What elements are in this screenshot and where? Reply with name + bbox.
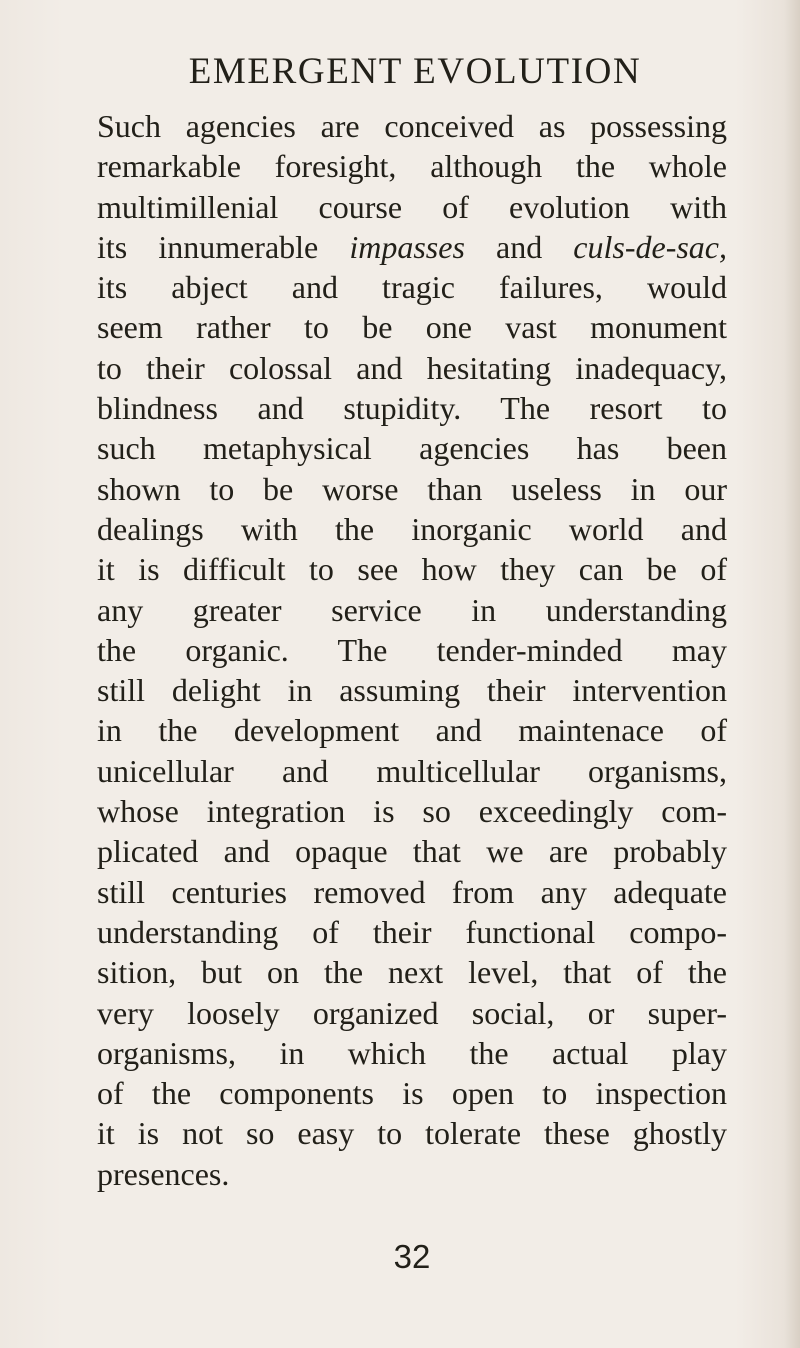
text-line: still delight in assuming their intervention: [97, 672, 727, 709]
text-line: unicellular and multicellular organisms,: [97, 752, 727, 789]
text-line: plicated and opaque that we are probably: [97, 833, 727, 870]
text-segment: and: [464, 228, 574, 265]
text-line: it is not so easy to tolerate these ghostly: [97, 1115, 727, 1152]
page-number: 32: [393, 1238, 431, 1275]
text-line: blindness and stupidity. The resort to: [97, 390, 727, 427]
text-line: understanding of their functional compo-: [97, 913, 727, 950]
text-line: it is difficult to see how they can be of: [97, 551, 727, 588]
text-line: dealings with the inorganic world and: [97, 510, 727, 547]
text-line: the organic. The tender-minded may: [97, 631, 727, 668]
text-line: its abject and tragic failures, would: [97, 269, 727, 306]
text-line: very loosely organized social, or super-: [97, 994, 727, 1031]
text-line: any greater service in understanding: [97, 591, 727, 628]
text-line: such metaphysical agencies has been: [97, 430, 727, 467]
italic-term: culs-de-sac,: [573, 228, 727, 265]
text-segment: its innumerable: [97, 228, 350, 265]
italic-term: impasses: [349, 228, 465, 265]
text-line: sition, but on the next level, that of the: [97, 954, 727, 991]
text-line: remarkable foresight, although the whole: [97, 148, 727, 185]
running-head: EMERGENT EVOLUTION: [188, 51, 642, 92]
text-line: shown to be worse than useless in our: [97, 470, 727, 507]
text-line: still centuries removed from any adequate: [97, 873, 727, 910]
text-line: whose integration is so exceedingly com-: [97, 793, 727, 830]
text-line: in the development and maintenace of: [97, 712, 727, 749]
text-line: presences.: [97, 1155, 230, 1192]
text-line: seem rather to be one vast monument: [97, 309, 727, 346]
body-paragraph: [97, 106, 727, 1194]
text-line: organisms, in which the actual play: [97, 1034, 727, 1071]
text-line: Such agencies are conceived as possessing: [97, 108, 727, 144]
text-line: [97, 227, 727, 267]
text-line: of the components is open to inspection: [97, 1075, 727, 1112]
text-line: multimillenial course of evolution with: [97, 188, 727, 225]
text-line: to their colossal and hesitating inadequacy,: [97, 349, 727, 386]
